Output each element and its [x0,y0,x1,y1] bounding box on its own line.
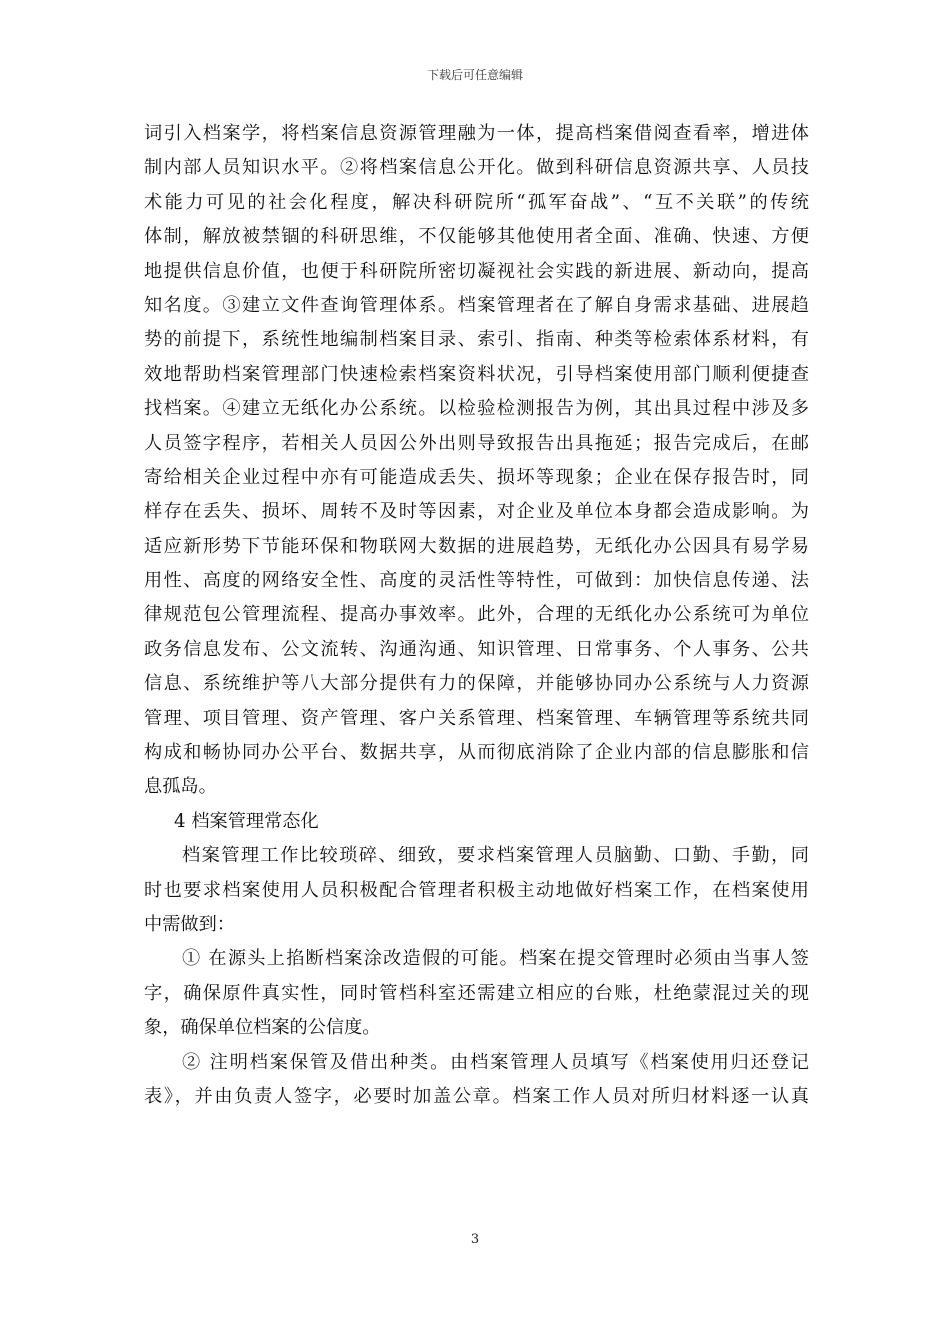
text-line: 息孤岛。 [144,776,217,798]
text-line: 知名度。③建立文件查询管理体系。档案管理者在了解自身需求基础、进展趋 [144,294,809,316]
page-header: 下载后可任意编辑 [426,68,523,82]
text-line: 样存在丢失、损坏、周转不及时等因素，对企业及单位本身都会造成影响。为 [144,501,809,523]
text-line: 势的前提下，系统性地编制档案目录、索引、指南、种类等检索体系材料，有 [144,329,809,351]
text-line: 档案管理工作比较琐碎、细致，要求档案管理人员脑勤、口勤、手勤，同 [182,845,809,867]
text-line: 管理、项目管理、资产管理、客户关系管理、档案管理、车辆管理等系统共同 [144,707,809,729]
text-line: 表》，并由负责人签字，必要时加盖公章。档案工作人员对所归材料逐一认真 [144,1085,809,1107]
text-line: 时也要求档案使用人员积极配合管理者积极主动地做好档案工作，在档案使用 [144,879,809,901]
text-line: 找档案。④建立无纸化办公系统。以检验检测报告为例，其出具过程中涉及多 [144,398,809,420]
text-line: 信息、系统维护等八大部分提供有力的保障，并能够协同办公系统与人力资源 [144,673,809,695]
text-line: 用性、高度的网络安全性、高度的灵活性等特性，可做到：加快信息传递、法 [144,570,809,592]
list-item: ① 在源头上掐断档案涂改造假的可能。档案在提交管理时必须由当事人签 [182,948,809,970]
text-line: 术能力可见的社会化程度，解决科研院所“孤军奋战”、“互不关联”的传统 [144,191,809,213]
body-text [144,117,809,1114]
text-line: 构成和畅协同办公平台、数据共享，从而彻底消除了企业内部的信息膨胀和信 [144,742,809,764]
text-line: 人员签字程序，若相关人员因公外出则导致报告出具拖延；报告完成后，在邮 [144,432,809,454]
list-item: ② 注明档案保管及借出种类。由档案管理人员填写《档案使用归还登记 [182,1051,809,1073]
text-line: 制内部人员知识水平。②将档案信息公开化。做到科研信息资源共享、人员技 [144,157,809,179]
text-line: 政务信息发布、公文流转、沟通沟通、知识管理、日常事务、个人事务、公共 [144,638,809,660]
text-line: 律规范包公管理流程、提高办事效率。此外，合理的无纸化办公系统可为单位 [144,604,809,626]
text-line: 中需做到： [144,913,235,935]
text-line: 字，确保原件真实性，同时管档科室还需建立相应的台账，杜绝蒙混过关的现 [144,982,809,1004]
section-heading: 4 档案管理常态化 [174,810,319,832]
text-line: 适应新形势下节能环保和物联网大数据的进展趋势，无纸化办公因具有易学易 [144,535,809,557]
text-line: 词引入档案学，将档案信息资源管理融为一体，提高档案借阅查看率，增进体 [144,123,809,144]
text-line: 地提供信息价值，也便于科研院所密切凝视社会实践的新进展、新动向，提高 [144,260,809,282]
text-line: 寄给相关企业过程中亦有可能造成丢失、损坏等现象；企业在保存报告时，同 [144,466,809,488]
page-number: 3 [470,1232,480,1247]
text-line: 体制，解放被禁锢的科研思维，不仅能够其他使用者全面、准确、快速、方便 [144,226,809,248]
text-line: 象，确保单位档案的公信度。 [144,1017,381,1039]
text-line: 效地帮助档案管理部门快速检索档案资料状况，引导档案使用部门顺利便捷查 [144,363,809,385]
